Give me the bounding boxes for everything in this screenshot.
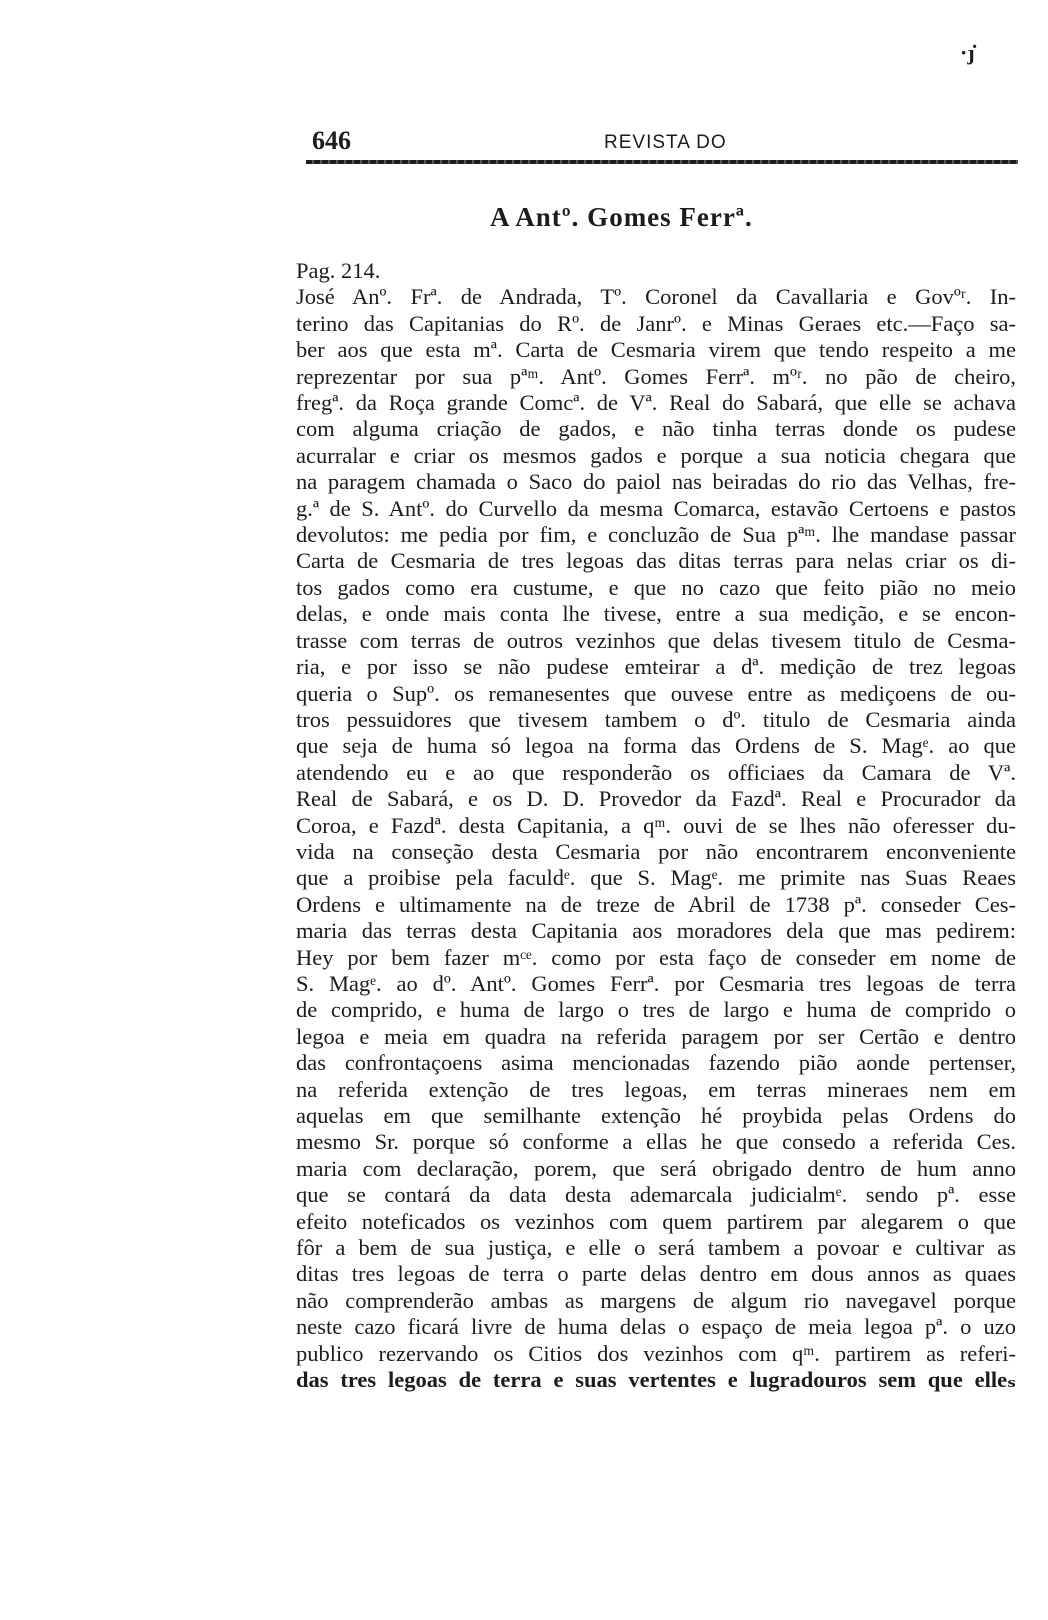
page-number: 646 <box>312 126 351 155</box>
text-line: devolutos: me pedia por fim, e concluzão de Sua pªᵐ. lhe mandase passar <box>296 522 1016 548</box>
body-text <box>296 258 1016 1393</box>
text-line: reprezentar por sua pªᵐ. Antº. Gomes Ferrª. mºʳ. no pão de cheiro, <box>296 363 1016 389</box>
text-line: na referida extenção de tres legoas, em terras mineraes nem em <box>296 1076 1016 1102</box>
text-line: publico rezervando os Citios dos vezinhos com qᵐ. partirem as referi- <box>296 1340 1016 1366</box>
text-line: ria, e por isso se não pudese emteirar a dª. medição de trez legoas <box>296 654 1016 680</box>
text-line: S. Magᵉ. ao dº. Antº. Gomes Ferrª. por Cesmaria tres legoas de terra <box>296 970 1016 996</box>
text-line: delas, e onde mais conta lhe tivese, entre a sua medição, e se encon- <box>296 601 1016 627</box>
text-line: na paragem chamada o Saco do paiol nas beiradas do rio das Velhas, fre- <box>296 469 1016 495</box>
text-line: que seja de huma só legoa na forma das Ordens de S. Magᵉ. ao que <box>296 733 1016 759</box>
text-line: fregª. da Roça grande Comcª. de Vª. Real do Sabará, que elle se achava <box>296 390 1016 416</box>
text-line: José Anº. Frª. de Andrada, Tº. Coronel da Cavallaria e Govºʳ. In- <box>296 284 1016 310</box>
text-line: com alguma criação de gados, e não tinha terras donde os pudese <box>296 416 1016 442</box>
text-line: queria o Supº. os remanesentes que ouvese entre as mediçoens de ou- <box>296 680 1016 706</box>
text-line: das confrontaçoens asima mencionadas fazendo pião aonde pertenser, <box>296 1050 1016 1076</box>
text-line: que a proibise pela faculdᵉ. que S. Magᵉ. me primite nas Suas Reaes <box>296 865 1016 891</box>
text-line: Coroa, e Fazdª. desta Capitania, a qᵐ. ouvi de se lhes não oferesser du- <box>296 812 1016 838</box>
text-line: que se contará da data desta ademarcala judicialmᵉ. sendo pª. esse <box>296 1182 1016 1208</box>
text-line: de comprido, e huma de largo o tres de largo e huma de comprido o <box>296 997 1016 1023</box>
text-line: mesmo Sr. porque só conforme a ellas he que consedo a referida Ces. <box>296 1129 1016 1155</box>
text-line: tros pessuidores que tivesem tambem o dº. titulo de Cesmaria ainda <box>296 706 1016 732</box>
text-line: Real de Sabará, e os D. D. Provedor da Fazdª. Real e Procurador da <box>296 786 1016 812</box>
article-title: A Antº. Gomes Ferrª. <box>490 202 753 232</box>
header-rule <box>306 160 1018 164</box>
text-line: fôr a bem de sua justiça, e elle o será tambem a povoar e cultivar as <box>296 1235 1016 1261</box>
text-line: vida na conseção desta Cesmaria por não encontrarem enconveniente <box>296 838 1016 864</box>
text-line: legoa e meia em quadra na referida paragem por ser Certão e dentro <box>296 1023 1016 1049</box>
text-line: neste cazo ficará livre de huma delas o espaço de meia legoa pª. o uzo <box>296 1314 1016 1340</box>
corner-mark: ·ȷ̇ <box>960 40 975 65</box>
text-line: g.ª de S. Antº. do Curvello da mesma Comarca, estavão Certoens e pastos <box>296 495 1016 521</box>
running-head: REVISTA DO <box>604 132 727 153</box>
text-line: das tres legoas de terra e suas vertentes e lugradouros sem que elleₛ <box>296 1367 1016 1393</box>
text-line: trasse com terras de outros vezinhos que delas tivesem titulo de Cesma- <box>296 627 1016 653</box>
text-line: acurralar e criar os mesmos gados e porque a sua noticia chegara que <box>296 442 1016 468</box>
text-line: efeito noteficados os vezinhos com quem partirem par alegarem o que <box>296 1208 1016 1234</box>
text-line: aquelas em que semilhante extenção hé proybida pelas Ordens do <box>296 1103 1016 1128</box>
text-line: maria das terras desta Capitania aos moradores dela que mas pedirem: <box>296 918 1016 944</box>
text-line: Hey por bem fazer mᶜᵉ. como por esta faço de conseder em nome de <box>296 944 1016 970</box>
text-line: maria com declaração, porem, que será obrigado dentro de hum anno <box>296 1155 1016 1181</box>
text-line: ber aos que esta mª. Carta de Cesmaria virem que tendo respeito a me <box>296 337 1016 363</box>
text-line: ditas tres legoas de terra o parte delas dentro em dous annos as quaes <box>296 1261 1016 1287</box>
text-line: Carta de Cesmaria de tres legoas das ditas terras para nelas criar os di- <box>296 548 1016 574</box>
text-line: atendendo eu e ao que responderão os officiaes da Camara de Vª. <box>296 759 1016 785</box>
text-line: Ordens e ultimamente na de treze de Abril de 1738 pª. conseder Ces- <box>296 891 1016 917</box>
text-line: não comprenderão ambas as margens de algum rio navegavel porque <box>296 1287 1016 1313</box>
page-reference: Pag. 214. <box>296 258 381 283</box>
text-line: terino das Capitanias do Rº. de Janrº. e Minas Geraes etc.—Faço sa- <box>296 310 1016 336</box>
text-line: tos gados como era custume, e que no cazo que feito pião no meio <box>296 574 1016 600</box>
